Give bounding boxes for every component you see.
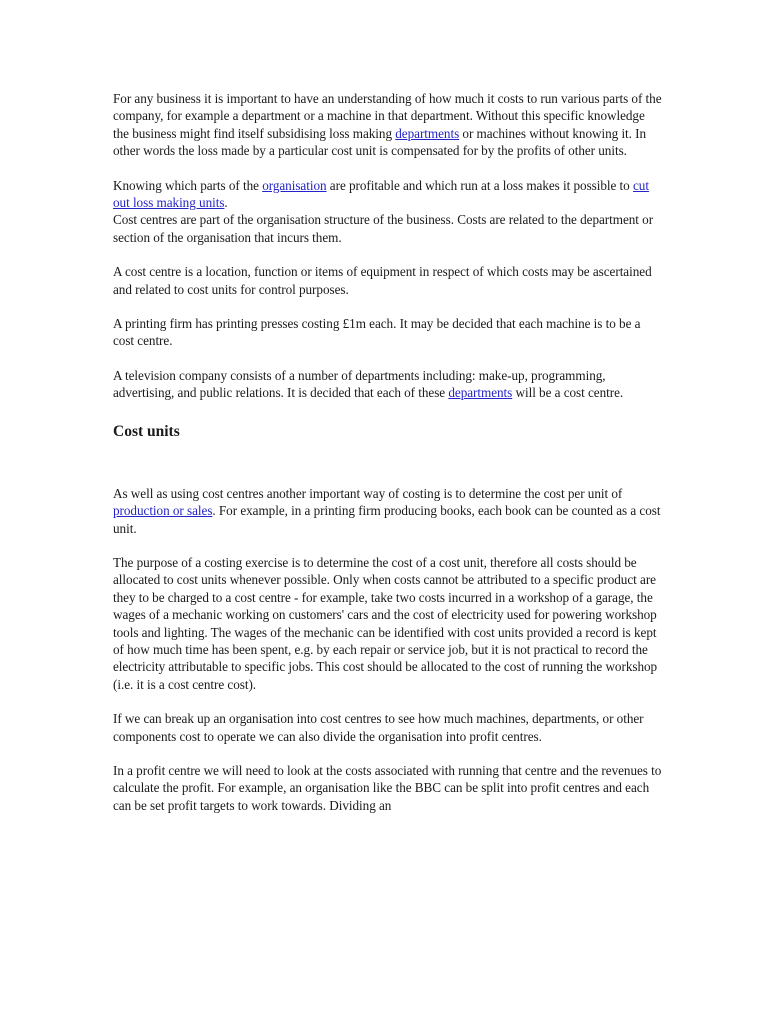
production-or-sales-link[interactable]: production or sales [113,503,213,519]
organisation-link[interactable]: organisation [262,177,327,193]
document-page [113,90,663,831]
television-text-2: will be a cost centre. [512,385,624,401]
intro-text-2: or machines without knowing it. In other words the loss made by a particular cost unit is compensated for by the profits of other units. [113,125,647,159]
profitability-text-2: are profitable and which run at a loss makes it possible to [326,177,633,193]
profitability-paragraph [113,177,663,212]
cost-per-unit-paragraph [113,485,663,537]
television-text-1: A television company consists of a number of departments including: make-up, programming, advertising, and public relations. It is decided that each of these [113,367,606,401]
cut-out-loss-making-units-link[interactable]: cut out loss making units [113,177,649,211]
intro-text-1: For any business it is important to have an understanding of how much it costs to run various parts of the company, for example a department or a machine in that department. Without this specific knowledge the business might find itself subsidising loss making [113,91,662,141]
profitability-text-3: . [224,195,228,211]
departments-link[interactable]: departments [395,125,460,141]
departments-link-2[interactable]: departments [448,385,513,401]
profit-centre-paragraph: In a profit centre we will need to look at the costs associated with running that centre and the revenues to calculate the profit. For example, an organisation like the BBC can be split into profit centres and each can be set profit targets to work towards. Dividing an [113,762,662,813]
television-company-example-paragraph [113,367,663,402]
cost-centre-definition-paragraph: A cost centre is a location, function or items of equipment in respect of which costs may be ascertained and related to cost units for control purposes. [113,264,652,297]
cost-per-unit-text-1: As well as using cost centres another important way of costing is to determine the cost per unit of [113,485,623,501]
profit-centres-intro-paragraph: If we can break up an organisation into cost centres to see how much machines, departments, or other components cost to operate we can also divide the organisation into profit centres. [113,711,644,744]
cost-per-unit-text-2: . For example, in a printing firm producing books, each book can be counted as a cost unit. [113,503,661,536]
costing-purpose-paragraph: The purpose of a costing exercise is to determine the cost of a cost unit, therefore all costs should be allocated to cost units whenever possible. Only when costs cannot be attributed to a specific product are they to be charged to a cost centre - for example, take two costs incurred in a workshop of a garage, the wages of a mechanic working on customers' cars and the cost of electricity used for powering workshop tools and lighting. The wages of the mechanic can be identified with cost units provided a record is kept of how much time has been spent, e.g. by each repair or service job, but it is not practical to record the electricity attributable to specific jobs. This cost should be allocated to the cost of running the workshop (i.e. it is a cost centre cost). [113,554,658,692]
cost-units-heading: Cost units [113,422,180,440]
printing-firm-example-paragraph: A printing firm has printing presses costing £1m each. It may be decided that each machine is to be a cost centre. [113,316,641,349]
intro-paragraph [113,90,663,160]
cost-centres-structure-paragraph: Cost centres are part of the organisation structure of the business. Costs are related to the department or section of the organisation that incurs them. [113,212,654,245]
profitability-text-1: Knowing which parts of the [113,177,263,193]
